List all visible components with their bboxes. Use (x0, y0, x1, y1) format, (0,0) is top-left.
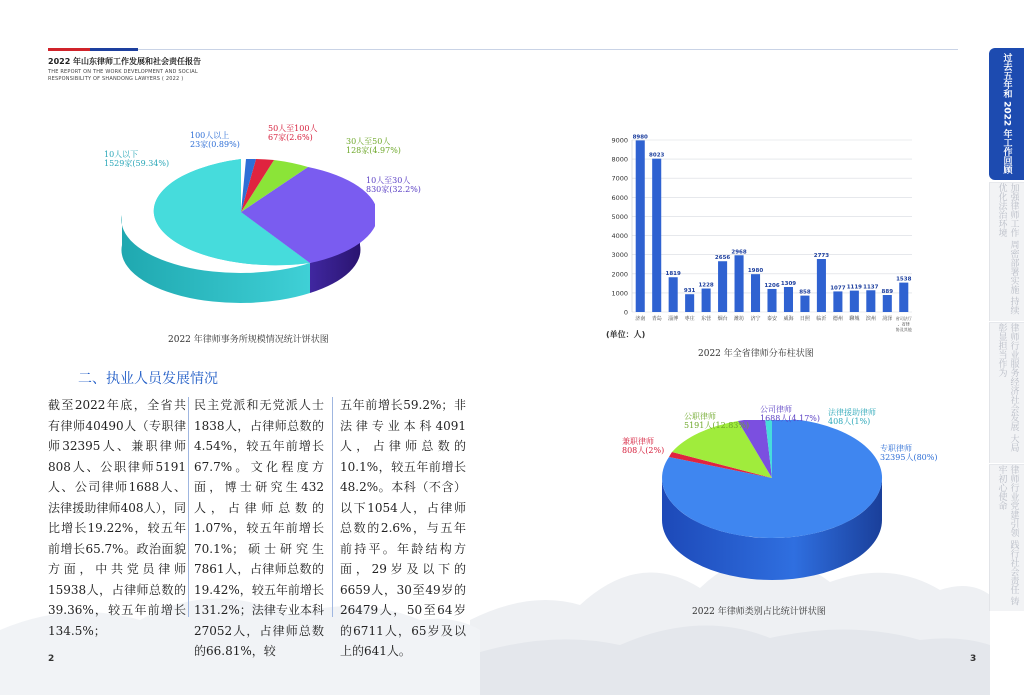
x-tick-label: 泰安 (766, 316, 778, 322)
y-tick-label: 8000 (611, 155, 628, 164)
side-tab-label: 律师行业党建引领 践行社会责任 铸牢初心使命 (996, 465, 1019, 606)
bar-value-label: 8980 (632, 134, 648, 141)
y-tick-label: 6000 (611, 193, 628, 202)
y-tick-label: 3000 (611, 251, 628, 260)
pie1-caption: 2022 年律师事务所规模情况统计饼状图 (168, 335, 329, 345)
bar-value-label: 1980 (747, 268, 764, 275)
pie2-label-legalaid: 法律援助律师 408人(1%) (828, 408, 876, 426)
x-tick-label: 济南 (635, 316, 646, 322)
bar-日照 (800, 296, 809, 312)
pie-chart-lawyer-category (655, 420, 890, 590)
bar-value-label: 889 (881, 289, 894, 296)
y-tick-label: 0 (623, 308, 628, 317)
bar-value-label: 1228 (698, 282, 714, 289)
y-tick-label: 2000 (611, 270, 628, 279)
x-tick-label: 烟台 (717, 316, 728, 322)
bar-烟台 (718, 261, 727, 312)
bar-临沂 (817, 259, 826, 312)
bar-德州 (833, 291, 842, 312)
column-divider (188, 397, 189, 617)
side-tab-party[interactable] (989, 464, 1024, 611)
x-tick-label: 菏泽 (882, 316, 893, 322)
bar-value-label: 8023 (649, 152, 665, 159)
bar-value-label: 1119 (846, 284, 863, 291)
pie1-label-30to50: 30人至50人 128家(4.97%) (346, 137, 401, 155)
x-tick-label: 济宁 (750, 316, 761, 322)
bar-聊城 (850, 291, 859, 312)
y-tick-label: 5000 (611, 212, 628, 221)
x-tick-label: 潍坊 (734, 316, 745, 322)
header-accent-red (48, 48, 90, 51)
x-tick-label: 聊城 (849, 316, 860, 322)
side-tab-label: 加强律师工作 周密部署实施 持续优化法治环境 (996, 183, 1019, 315)
bar-value-label: 931 (683, 288, 696, 295)
bar-青岛 (652, 159, 661, 312)
bar-枣庄 (685, 294, 694, 312)
side-tab-label: 过去五年和 2022 年工作回顾 (1001, 53, 1012, 175)
x-tick-label: 东营 (701, 316, 712, 322)
bar-value-label: 1137 (863, 284, 879, 291)
pie1-label-over100: 100人以上 23家(0.89%) (190, 131, 240, 149)
report-title: 2022 年山东律师工作发展和社会责任报告 (48, 57, 202, 66)
y-tick-label: 1000 (611, 289, 628, 298)
bar-东营 (702, 289, 711, 312)
bar-chart-caption: 2022 年全省律师分布柱状图 (698, 349, 814, 359)
bar-淄博 (669, 277, 678, 312)
bar-滨州 (866, 290, 875, 312)
report-subtitle: THE REPORT ON THE WORK DEVELOPMENT AND SOCIAL RESPONSIBILITY OF SHANDONG LAWYERS ( 2022 ) (48, 69, 198, 82)
bar-潍坊 (735, 255, 744, 312)
pie2-label-parttime: 兼职律师 808人(2%) (622, 437, 665, 455)
x-tick-label: 滨州 (865, 316, 876, 322)
header-rule (138, 49, 958, 50)
section-heading: 二、执业人员发展情况 (78, 371, 218, 387)
header-accent-blue (90, 48, 138, 51)
bar-chart-unit: (单位：人) (606, 330, 646, 339)
x-tick-label: 枣庄 (684, 316, 695, 322)
bar-泰安 (767, 289, 776, 312)
bar-value-label: 1309 (780, 280, 797, 287)
page-number-left: 2 (48, 654, 55, 664)
bar-省司法厅、省律协及其他 (899, 283, 908, 312)
x-tick-label: 青岛 (651, 316, 662, 322)
y-tick-label: 7000 (611, 174, 628, 183)
bar-value-label: 1538 (896, 276, 912, 283)
bar-value-label: 1077 (830, 285, 846, 292)
y-tick-label: 9000 (611, 136, 628, 145)
pie2-label-company: 公司律师 1688人(4.17%) (760, 405, 821, 423)
bar-value-label: 858 (799, 289, 811, 296)
x-tick-label: 临沂 (816, 316, 827, 322)
x-tick-label: 协及其他 (895, 327, 912, 332)
pie2-label-fulltime: 专职律师 32395人(80%) (880, 444, 938, 462)
x-tick-label: 日照 (799, 316, 810, 322)
body-column-3: 五年前增长59.2%；非法律专业本科4091人，占律师总数的10.1%，较五年前增长48.2%。本科（不含）以下1054人，占律师总数的2.6%，与五年前持平。年龄结构方面，29岁及以下的6659人，30至49岁的26479人，50至64岁的6711人，65岁及以上的641人。 (340, 398, 466, 658)
bar-value-label: 1819 (665, 271, 681, 278)
x-tick-label: 德州 (832, 316, 843, 322)
pie1-label-under10: 10人以下 1529家(59.34%) (104, 150, 170, 168)
x-tick-label: 淄博 (668, 316, 679, 322)
column-divider (332, 397, 333, 617)
pie1-label-10to30: 10人至30人 830家(32.2%) (366, 176, 421, 194)
bar-威海 (784, 287, 793, 312)
pie1-label-50to100: 50人至100人 67家(2.6%) (268, 124, 318, 142)
side-tab-strengthen[interactable] (989, 182, 1024, 321)
side-tab-label: 律师行业服务经济社会发展 大局 彰显担当作为 (996, 323, 1019, 452)
body-column-2: 民主党派和无党派人士1838人，占律师总数的4.54%，较五年前增长67.7%。文化程度方面，博士研究生432人，占律师总数的1.07%，较五年前增长70.1%；硕士研究生7861人，占律师总数的19.42%，较五年前增长131.2%；法律专业本科27052人，占律师总数的66.81%，较 (194, 398, 324, 658)
x-tick-label: 威海 (783, 316, 794, 322)
bar-value-label: 2968 (731, 249, 747, 256)
side-tab-economy[interactable] (989, 322, 1024, 463)
body-column-1: 截至2022年底，全省共有律师40490人（专职律师32395人、兼职律师808人、公职律师5191人、公司律师1688人、法律援助律师408人），同比增长19.22%，较五年前增长65.7%。政治面貌方面，中共党员律师15938人，占律师总数的39.36%，较五年前增长134.5%； (48, 398, 186, 638)
bar-chart-lawyer-distribution (600, 130, 920, 345)
pie2-caption: 2022 年律师类别占比统计饼状图 (692, 607, 826, 617)
bar-value-label: 1206 (764, 282, 780, 289)
bar-菏泽 (883, 295, 892, 312)
x-tick-label: 、省律 (897, 321, 910, 327)
page-number-right: 3 (970, 654, 977, 664)
bar-济南 (636, 140, 645, 312)
bar-value-label: 2656 (714, 255, 731, 262)
x-tick-label: 省司法厅 (895, 316, 912, 321)
pie2-label-public: 公职律师 5191人(12.83%) (684, 412, 750, 430)
y-tick-label: 4000 (611, 232, 628, 241)
side-tab-review[interactable] (989, 48, 1024, 180)
bar-value-label: 2773 (813, 253, 830, 260)
bar-济宁 (751, 274, 760, 312)
